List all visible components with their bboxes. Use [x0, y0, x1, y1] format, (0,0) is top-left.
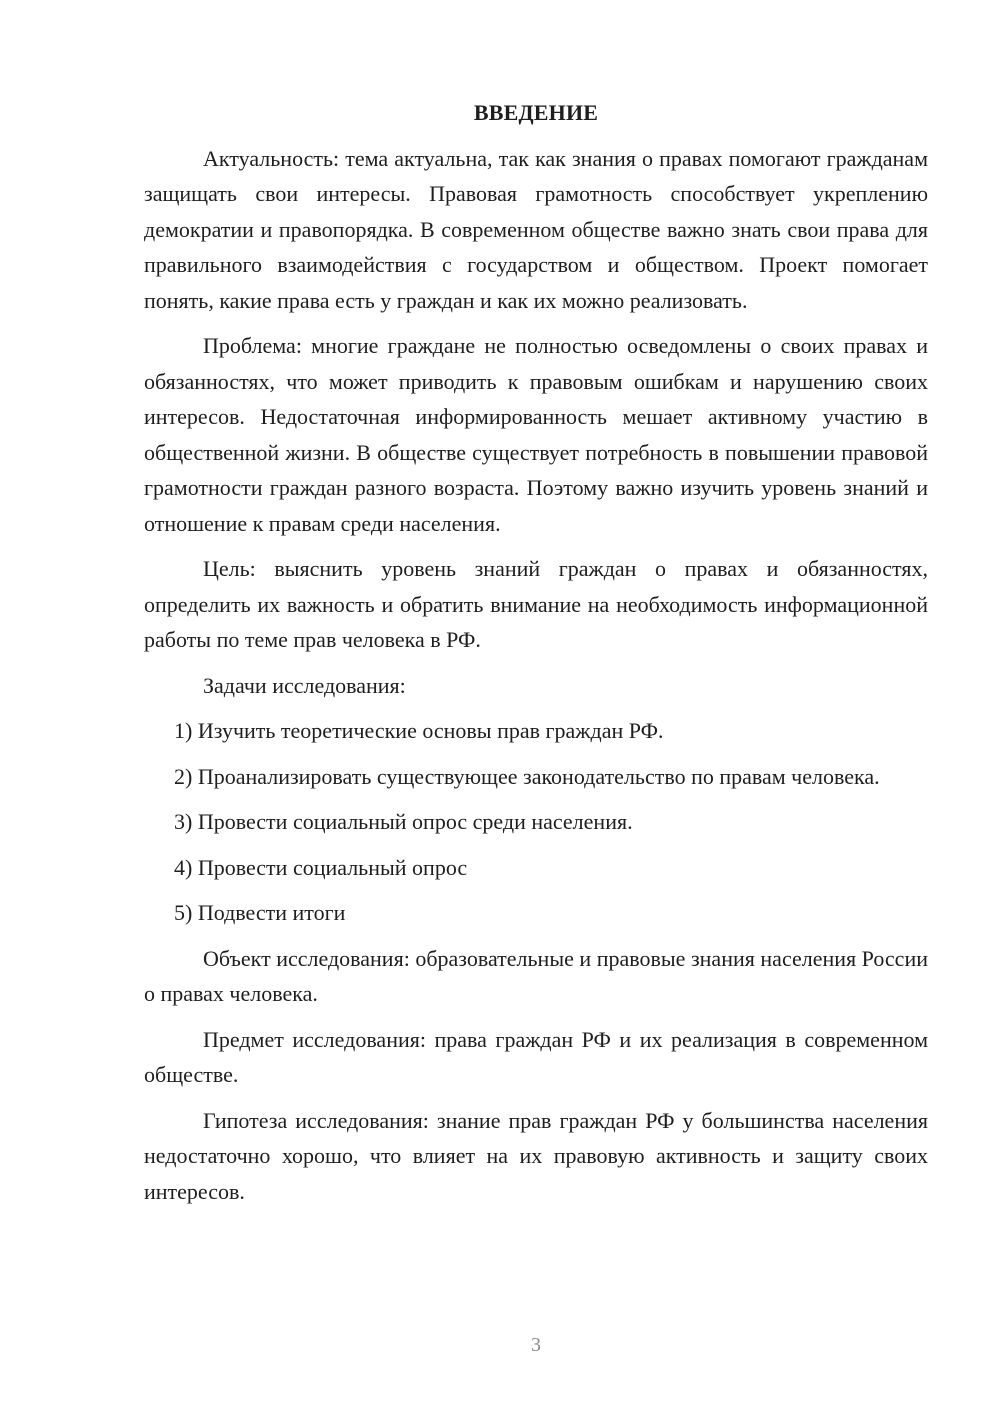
section-heading: ВВЕДЕНИЕ	[473, 100, 599, 125]
task-item-4: 4) Провести социальный опрос	[174, 854, 468, 880]
page-number: 3	[531, 1334, 541, 1356]
task-item-5: 5) Подвести итоги	[174, 900, 346, 925]
object-paragraph: Объект исследования: образовательные и правовые знания населения России о правах человека.	[144, 945, 928, 1006]
problem-paragraph: Проблема: многие граждане не полностью осведомлены о своих правах и обязанностях, что может приводить к правовым ошибкам и нарушению своих интересов. Недостаточная информированность мешает активному участию в общественной жизни. В обществе существует потребность в повышении правовой грамотности граждан разного возраста. Поэтому важно изучить уровень знаний и отношение к правам среди населения.	[144, 333, 928, 536]
tasks-heading: Задачи исследования:	[203, 672, 406, 698]
task-item-1: 1) Изучить теоретические основы прав граждан РФ.	[174, 718, 664, 743]
task-item-2: 2) Проанализировать существующее законодательство по правам человека.	[174, 763, 880, 789]
goal-paragraph: Цель: выяснить уровень знаний граждан о правах и обязанностях, определить их важность и обратить внимание на необходимость информационной работы по теме прав человека в РФ.	[144, 556, 928, 652]
hypothesis-paragraph: Гипотеза исследования: знание прав граждан РФ у большинства населения недостаточно хорошо, что влияет на их правовую активность и защиту своих интересов.	[144, 1107, 928, 1204]
relevance-paragraph: Актуальность: тема актуальна, так как знания о правах помогают гражданам защищать свои интересы. Правовая грамотность способствует укреплению демократии и правопорядка. В современном обществе важно знать свои права для правильного взаимодействия с государством и обществом. Проект помогает понять, какие права есть у граждан и как их можно реализовать.	[144, 145, 928, 313]
document-body	[144, 95, 928, 1219]
task-item-3: 3) Провести социальный опрос среди населения.	[174, 809, 633, 834]
subject-paragraph: Предмет исследования: права граждан РФ и их реализация в современном обществе.	[144, 1026, 928, 1087]
